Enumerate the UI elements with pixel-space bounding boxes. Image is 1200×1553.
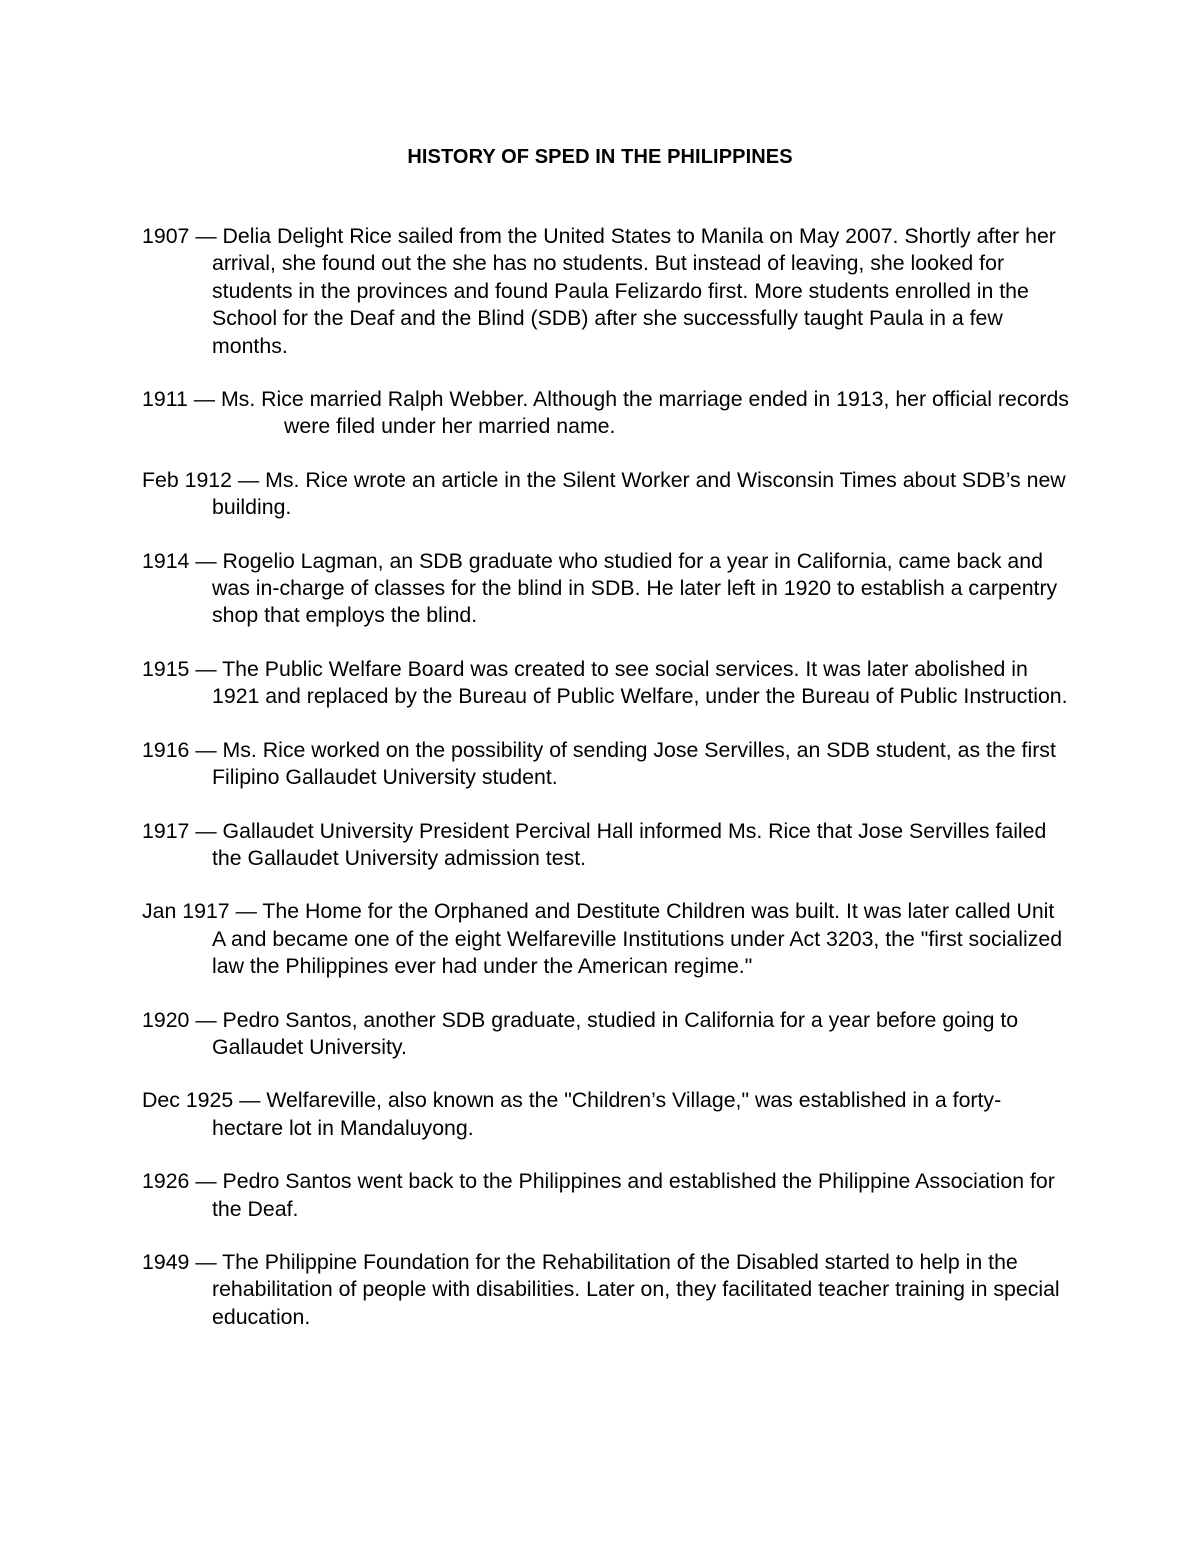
entry-text: Ms. Rice married Ralph Webber. Although the marriage ended in 1913, her official records were filed under her married name. [220,387,1069,439]
timeline-entry [142,1168,1072,1223]
entry-text: Pedro Santos went back to the Philippines and established the Philippine Association for the Deaf. [212,1169,1055,1221]
entry-date: Dec 1925 [142,1088,234,1113]
entry-dash: — [195,656,217,681]
entry-date: 1911 [142,387,188,412]
entry-dash: — [235,899,257,924]
entry-dash: — [195,224,217,248]
entry-dash: — [195,818,217,843]
entry-dash: — [195,1249,217,1274]
timeline-entry [142,656,1072,711]
entry-text: Rogelio Lagman, an SDB graduate who studied for a year in California, came back and was in-charge of classes for the blind in SDB. He later left in 1920 to establish a carpentry shop that employs the blind. [212,548,1058,628]
timeline-entry [142,898,1072,980]
entry-dash: — [195,1007,217,1032]
timeline-entry [142,467,1072,522]
timeline-entry [142,818,1072,873]
entry-date: 1949 [142,1249,190,1274]
entry-dash: — [195,737,217,762]
entry-dash: — [193,387,216,412]
timeline-entry [142,386,1072,441]
entry-date: 1926 [142,1169,190,1194]
timeline-entry [142,737,1072,792]
entry-date: 1920 [142,1007,190,1032]
entry-date: 1907 [142,224,190,248]
entry-text: Ms. Rice wrote an article in the Silent Worker and Wisconsin Times about SDB’s new building. [212,467,1066,520]
entry-text: Ms. Rice worked on the possibility of sending Jose Servilles, an SDB student, as the first Filipino Gallaudet University student. [212,737,1056,790]
entry-text: The Home for the Orphaned and Destitute Children was built. It was later called Unit A and became one of the eight Welfareville Institutions under Act 3203, the "first socialized law the Philippines ever had under the American regime." [212,899,1063,979]
timeline-entry [142,548,1072,630]
timeline-entry [142,1249,1072,1331]
entry-text: Welfareville, also known as the "Children’s Village," was established in a forty-hectare lot in Mandaluyong. [212,1088,1002,1140]
entry-dash: — [195,1169,217,1194]
document-title: HISTORY OF SPED IN THE PHILIPPINES [407,146,793,168]
entry-text: The Public Welfare Board was created to see social services. It was later abolished in 1921 and replaced by the Bureau of Public Welfare, under the Bureau of Public Instruction. [212,656,1068,709]
entry-text: Gallaudet University President Percival Hall informed Ms. Rice that Jose Servilles failed the Gallaudet University admission test. [212,818,1047,870]
entry-text: Delia Delight Rice sailed from the United States to Manila on May 2007. Shortly after her arrival, she found out the she has no students. But instead of leaving, she looked for students in the provinces and found Paula Felizardo first. More students enrolled in the School for the Deaf and the Blind (SDB) after she successfully taught Paula in a few months. [212,224,1056,358]
entry-text: Pedro Santos, another SDB graduate, studied in California for a year before going to Gallaudet University. [212,1007,1019,1059]
entry-date: 1916 [142,737,190,762]
entry-date: 1915 [142,656,190,681]
entry-dash: — [239,1088,261,1113]
entry-dash: — [195,548,217,573]
entry-text: The Philippine Foundation for the Rehabilitation of the Disabled started to help in the rehabilitation of people with disabilities. Later on, they facilitated teacher training in special education. [212,1249,1060,1329]
entry-date: Jan 1917 [142,899,230,924]
entry-date: Feb 1912 [142,467,232,492]
entry-date: 1914 [142,548,190,573]
timeline-entry [142,1087,1072,1142]
timeline-entry [142,223,1072,360]
entry-date: 1917 [142,818,190,843]
timeline-entries [142,223,1072,1357]
entry-dash: — [237,467,260,492]
timeline-entry [142,1007,1072,1062]
